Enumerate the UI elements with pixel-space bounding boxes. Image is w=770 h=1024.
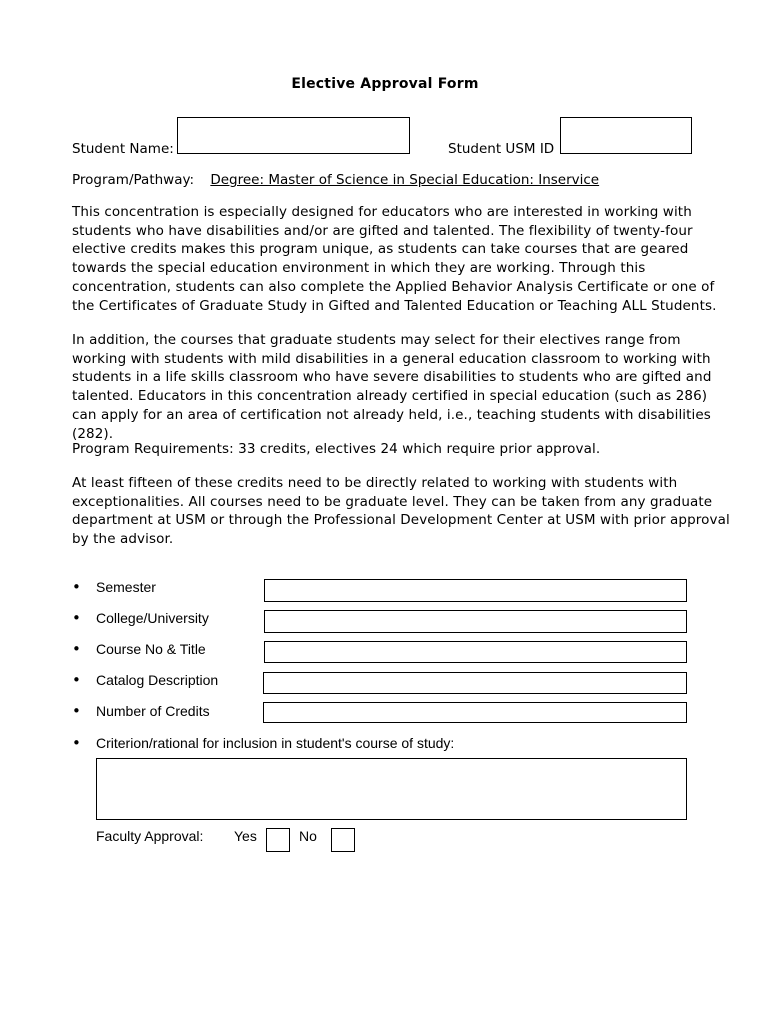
program-row bbox=[72, 172, 599, 188]
student-id-label: Student USM ID bbox=[448, 141, 555, 157]
criterion-label: Criterion/rational for inclusion in student's course of study: bbox=[96, 735, 455, 751]
college-label: College/University bbox=[96, 610, 209, 626]
credits-label: Number of Credits bbox=[96, 703, 210, 719]
form-title: Elective Approval Form bbox=[291, 76, 479, 92]
college-input[interactable] bbox=[264, 610, 687, 633]
bullet-icon: • bbox=[72, 734, 81, 752]
yes-label: Yes bbox=[234, 828, 257, 844]
faculty-approval-label: Faculty Approval: bbox=[96, 828, 204, 844]
student-name-input[interactable] bbox=[177, 117, 410, 154]
semester-input[interactable] bbox=[264, 579, 687, 602]
paragraph-4: At least fifteen of these credits need to be directly related to working with students with exceptionalities. All courses need to be graduate level. They can be taken from any graduate department at USM or through the Professional Development Center at USM with prior approval by the advisor. bbox=[72, 475, 730, 548]
bullet-icon: • bbox=[72, 702, 81, 720]
bullet-icon: • bbox=[72, 671, 81, 689]
no-label: No bbox=[299, 828, 317, 844]
course-label: Course No & Title bbox=[96, 641, 206, 657]
program-label: Program/Pathway: bbox=[72, 172, 195, 188]
catalog-label: Catalog Description bbox=[96, 672, 219, 688]
criterion-textarea[interactable] bbox=[96, 758, 687, 820]
semester-label: Semester bbox=[96, 579, 156, 595]
student-id-input[interactable] bbox=[560, 117, 692, 154]
no-checkbox[interactable] bbox=[331, 828, 355, 852]
bullet-icon: • bbox=[72, 640, 81, 658]
bullet-icon: • bbox=[72, 609, 81, 627]
paragraph-1: This concentration is especially designed for educators who are interested in working with students who have disabilities and/or are gifted and talented. The flexibility of twenty-four elective credits makes this program unique, as students can take courses that are geared towards the special education environment in which they are working. Through this concentration, students can also complete the Applied Behavior Analysis Certificate or one of the Certificates of Graduate Study in Gifted and Talented Education or Teaching ALL Students. bbox=[72, 204, 717, 314]
catalog-input[interactable] bbox=[263, 672, 687, 694]
paragraph-3: Program Requirements: 33 credits, electives 24 which require prior approval. bbox=[72, 441, 601, 457]
student-name-label: Student Name: bbox=[72, 141, 174, 157]
course-input[interactable] bbox=[264, 641, 687, 663]
paragraph-2: In addition, the courses that graduate students may select for their electives range from working with students with mild disabilities in a general education classroom to working with students in a life skills classroom who have severe disabilities to students who are gifted and talented. Educators in this concentration already certified in special education (such as 286) can apply for an area of certification not already held, i.e., teaching students with disabilities (282). bbox=[72, 332, 712, 442]
bullet-icon: • bbox=[72, 578, 81, 596]
program-value: Degree: Master of Science in Special Education: Inservice bbox=[210, 172, 600, 188]
yes-checkbox[interactable] bbox=[266, 828, 290, 852]
credits-input[interactable] bbox=[263, 702, 687, 723]
